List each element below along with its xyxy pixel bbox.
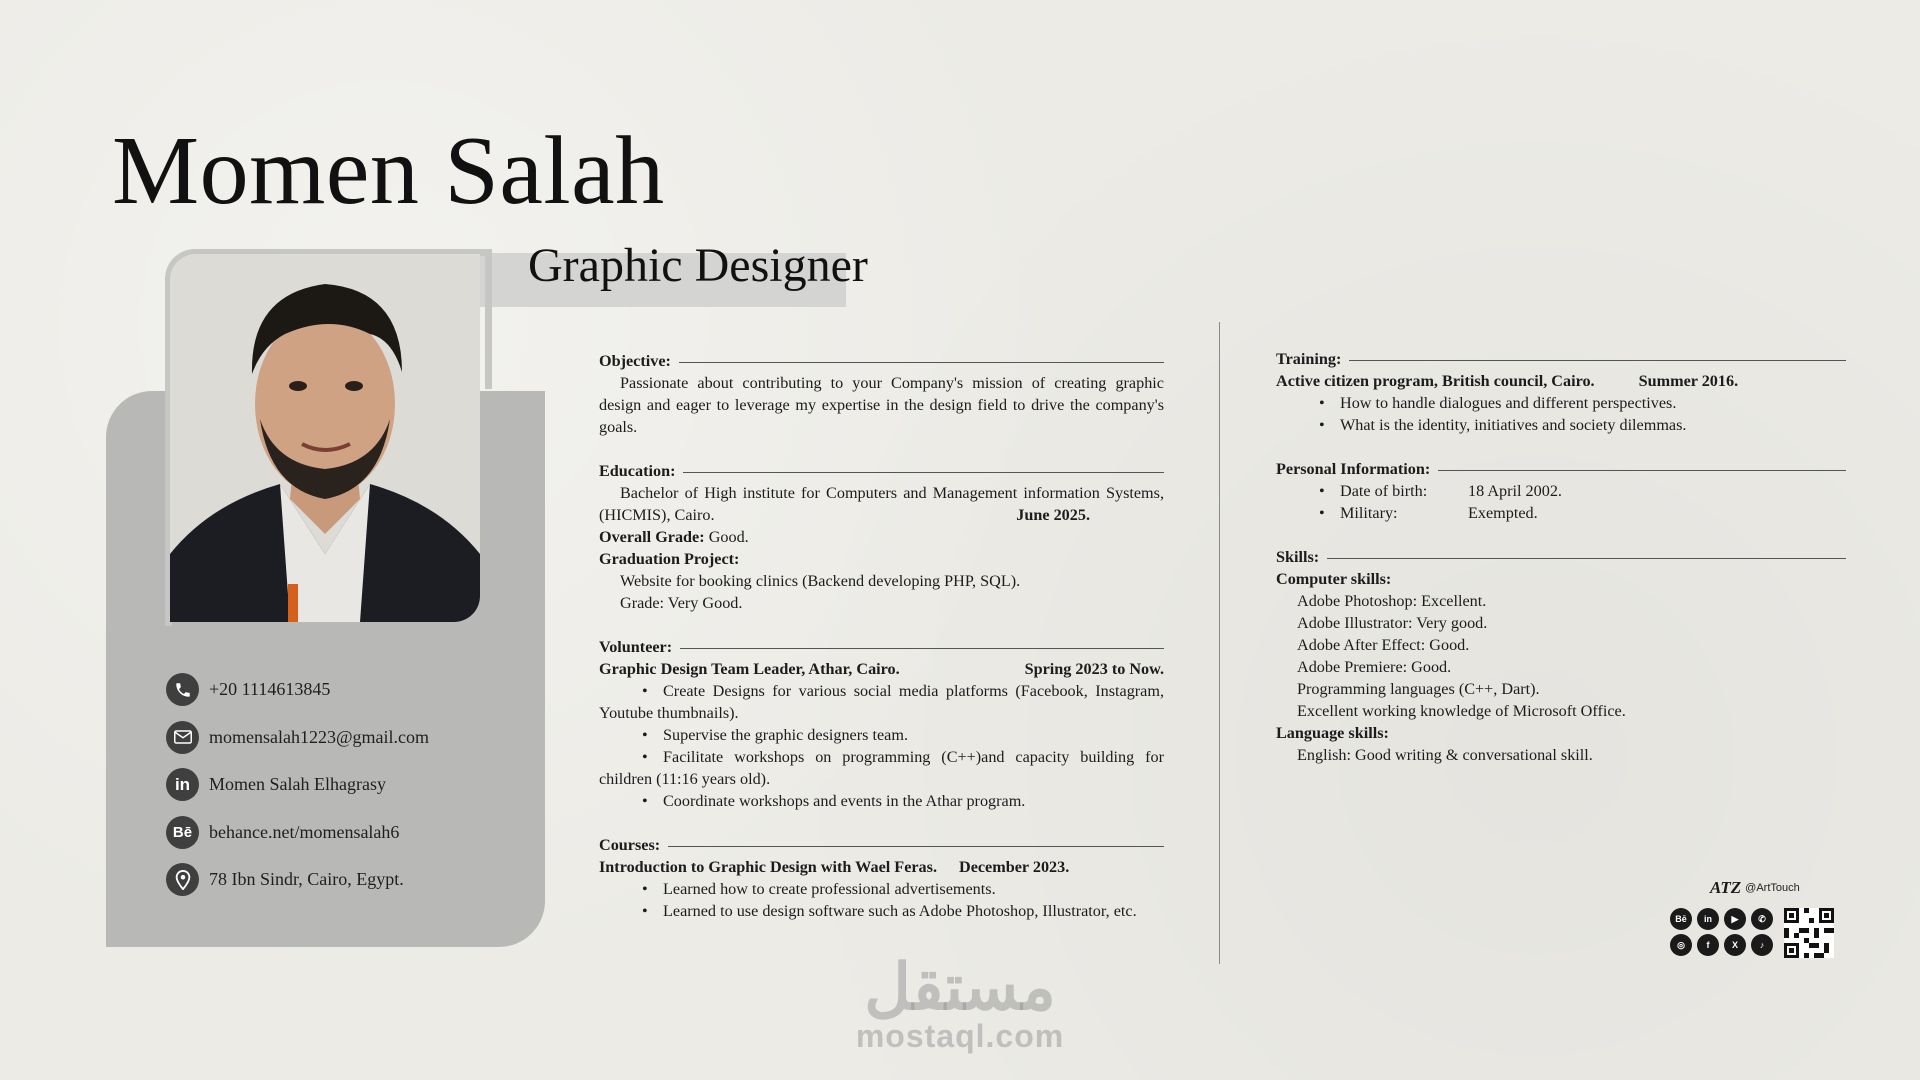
contact-phone[interactable] — [166, 674, 526, 705]
training-date: Summer 2016. — [1638, 372, 1739, 390]
list-item: • Learned to use design software such as Adobe Photoshop, Illustrator, etc. — [599, 900, 1164, 922]
computer-skills-label: Computer skills: — [1276, 570, 1392, 588]
contact-email-text: momensalah1223@gmail.com — [209, 726, 430, 747]
tiktok-icon[interactable]: ♪ — [1751, 934, 1773, 956]
heading-rule — [679, 362, 1164, 363]
education-date: June 2025. — [1016, 506, 1090, 524]
objective-section — [599, 350, 1164, 438]
contact-location-text: 78 Ibn Sindr, Cairo, Egypt. — [209, 869, 404, 889]
job-title: Graphic Designer — [528, 239, 868, 292]
heading-rule — [680, 648, 1164, 649]
military-label: • Military: — [1340, 504, 1398, 522]
personal-section — [1276, 458, 1846, 524]
personal-heading: Personal Information: — [1276, 460, 1431, 478]
volunteer-list — [599, 680, 1164, 812]
list-item — [1276, 480, 1846, 502]
training-section — [1276, 348, 1846, 436]
list-item: • Supervise the graphic designers team. — [599, 724, 1164, 746]
list-item: • Coordinate workshops and events in the Athar program. — [599, 790, 1164, 812]
training-program: Active citizen program, British council, Cairo. — [1276, 372, 1595, 390]
designer-brand — [1670, 878, 1840, 958]
right-column — [1276, 348, 1846, 788]
main-column — [599, 350, 1164, 944]
linkedin-icon: in — [166, 768, 199, 801]
language-skill: English: Good writing & conversational skill. — [1297, 746, 1593, 764]
skill-item: Programming languages (C++, Dart). — [1297, 680, 1540, 698]
list-item — [1276, 502, 1846, 524]
skills-section — [1276, 546, 1846, 766]
course-name: Introduction to Graphic Design with Wael Feras. — [599, 858, 937, 876]
courses-section — [599, 834, 1164, 922]
photo-frame-edge — [485, 249, 492, 389]
education-heading: Education: — [599, 462, 676, 480]
heading-rule — [683, 472, 1164, 473]
personal-list — [1276, 480, 1846, 524]
volunteer-role: Graphic Design Team Leader, Athar, Cairo. — [599, 660, 900, 678]
skill-item: Adobe Illustrator: Very good. — [1297, 614, 1488, 632]
education-degree: Bachelor of High institute for Computers and Management information Systems, (HICMIS), Cairo. — [599, 484, 1164, 524]
profile-photo — [170, 254, 480, 622]
candidate-name: Momen Salah — [112, 117, 665, 225]
list-item: • What is the identity, initiatives and society dilemmas. — [1276, 414, 1846, 436]
contact-linkedin-text: Momen Salah Elhagrasy — [209, 774, 386, 794]
military-value: Exempted. — [1468, 504, 1538, 522]
training-heading: Training: — [1276, 350, 1342, 368]
volunteer-section — [599, 636, 1164, 812]
x-icon[interactable]: X — [1724, 934, 1746, 956]
skill-item: Adobe Photoshop: Excellent. — [1297, 592, 1487, 610]
phone-icon — [166, 673, 199, 706]
watermark-arabic: مستقل — [864, 951, 1056, 1023]
grade-label: Overall Grade: — [599, 528, 705, 546]
objective-heading: Objective: — [599, 352, 671, 370]
project-desc: Website for booking clinics (Backend developing PHP, SQL). — [620, 572, 1021, 590]
watermark-latin: mostaql.com — [855, 1018, 1065, 1054]
contact-phone-text: +20 1114613845 — [209, 679, 331, 699]
qr-code[interactable] — [1784, 908, 1834, 958]
skills-heading: Skills: — [1276, 548, 1320, 566]
dob-value: 18 April 2002. — [1468, 482, 1562, 500]
behance-icon[interactable]: Bē — [1670, 908, 1692, 930]
objective-text: Passionate about contributing to your Company's mission of creating graphic design and eager to leverage my expertise in the design field to drive the company's goals. — [599, 374, 1164, 436]
contact-list — [166, 674, 526, 912]
education-degree-block — [599, 482, 1164, 526]
contact-email[interactable] — [166, 722, 526, 753]
courses-list — [599, 878, 1164, 922]
youtube-icon[interactable]: ▶ — [1724, 908, 1746, 930]
instagram-icon[interactable]: ◎ — [1670, 934, 1692, 956]
email-icon — [166, 721, 199, 754]
whatsapp-icon[interactable]: ✆ — [1751, 908, 1773, 930]
heading-rule — [1349, 360, 1846, 361]
list-item: • Create Designs for various social media platforms (Facebook, Instagram, Youtube thumbnails). — [599, 680, 1164, 724]
heading-rule — [1327, 558, 1846, 559]
contact-location[interactable] — [166, 864, 526, 895]
education-section — [599, 460, 1164, 614]
contact-linkedin[interactable] — [166, 769, 526, 800]
watermark — [845, 951, 1075, 1054]
contact-behance-text: behance.net/momensalah6 — [209, 821, 400, 842]
skill-item: Adobe Premiere: Good. — [1297, 658, 1452, 676]
brand-logo: ATZ — [1710, 878, 1742, 897]
skill-item: Adobe After Effect: Good. — [1297, 636, 1470, 654]
location-icon — [166, 863, 199, 896]
courses-heading: Courses: — [599, 836, 661, 854]
list-item: • Facilitate workshops on programming (C++)and capacity building for children (11:16 years old). — [599, 746, 1164, 790]
heading-rule — [1438, 470, 1846, 471]
skill-item: Excellent working knowledge of Microsoft Office. — [1297, 702, 1626, 720]
behance-icon: Bē — [166, 816, 199, 849]
project-grade: Grade: Very Good. — [620, 594, 743, 612]
list-item: • Learned how to create professional advertisements. — [599, 878, 1164, 900]
dob-label: • Date of birth: — [1340, 482, 1428, 500]
contact-behance[interactable] — [166, 817, 526, 848]
volunteer-date: Spring 2023 to Now. — [1024, 660, 1164, 678]
facebook-icon[interactable]: f — [1697, 934, 1719, 956]
heading-rule — [668, 846, 1164, 847]
language-skills-label: Language skills: — [1276, 724, 1389, 742]
grade-value: Good. — [708, 528, 749, 546]
brand-handle: @ArtTouch — [1745, 882, 1800, 894]
course-date: December 2023. — [959, 858, 1070, 876]
training-list — [1276, 392, 1846, 436]
list-item: • How to handle dialogues and different perspectives. — [1276, 392, 1846, 414]
volunteer-heading: Volunteer: — [599, 638, 673, 656]
project-label: Graduation Project: — [599, 550, 740, 568]
column-divider — [1219, 322, 1220, 964]
linkedin-icon[interactable]: in — [1697, 908, 1719, 930]
